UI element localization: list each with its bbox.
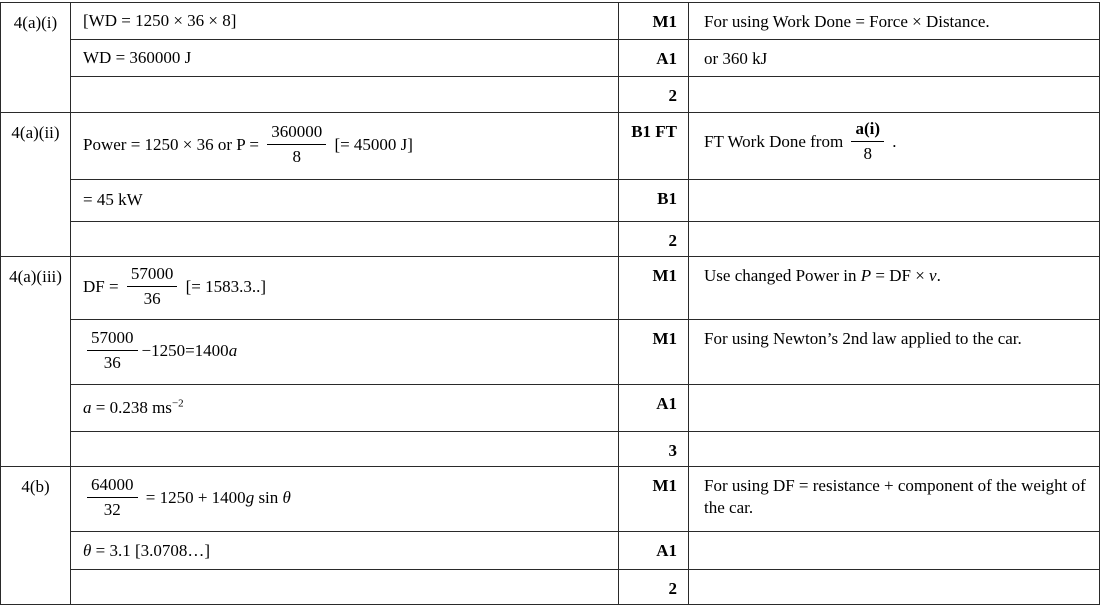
text-run: = 3.1 [3.0708…] (91, 540, 211, 560)
text-run: = 0.238 ms (91, 398, 172, 418)
mark-cell (619, 222, 689, 257)
working-cell (71, 40, 619, 77)
text-run: = 1250 + 1400 (141, 488, 246, 508)
fraction-denominator (87, 351, 138, 373)
comment-cell (689, 532, 1100, 570)
working-cell (71, 320, 619, 385)
mark-label: 2 (668, 231, 677, 250)
mark-label: M1 (652, 329, 677, 349)
text-run: FT Work Done from (704, 131, 848, 151)
fraction (87, 475, 138, 519)
table-row (1, 467, 1100, 532)
text-run: 32 (103, 499, 121, 519)
working-cell (71, 180, 619, 222)
text-run: 8 (292, 146, 301, 166)
text-run: 57000 (91, 328, 134, 348)
working-cell (71, 467, 619, 532)
text-run: sin (254, 488, 283, 508)
mark-scheme-table-body (1, 3, 1100, 605)
question-cell (1, 257, 71, 467)
table-row (1, 385, 1100, 432)
mark-label: M1 (652, 12, 677, 31)
bold-text: a(i) (855, 119, 880, 138)
fraction (267, 122, 326, 166)
fraction-numerator (851, 119, 884, 142)
text-run: [= 1583.3..] (181, 277, 266, 296)
comment-cell (689, 77, 1100, 113)
fraction-denominator (127, 287, 178, 309)
comment-cell (689, 113, 1100, 180)
table-row (1, 432, 1100, 467)
text-run: [WD = 1250 × 36 × 8] (83, 10, 237, 30)
math-variable: a (83, 398, 92, 418)
comment-cell (689, 180, 1100, 222)
working-cell (71, 113, 619, 180)
working-cell (71, 532, 619, 570)
comment-cell (689, 257, 1100, 320)
math-variable: g (245, 488, 255, 508)
mark-cell (619, 3, 689, 40)
text-run: 57000 (130, 264, 174, 284)
question-label: 4(a)(iii) (9, 267, 62, 287)
question-label: 4(b) (21, 477, 50, 497)
comment-cell (689, 385, 1100, 432)
working-cell (71, 385, 619, 432)
mark-cell (619, 77, 689, 113)
mark-label: M1 (652, 266, 677, 286)
table-row (1, 77, 1100, 113)
comment-cell (689, 222, 1100, 257)
comment-cell (689, 570, 1100, 605)
math-variable: θ (282, 488, 291, 508)
mark-label: B1 FT (631, 122, 677, 141)
math-variable: v (929, 266, 937, 286)
table-row (1, 570, 1100, 605)
mark-cell (619, 385, 689, 432)
fraction-numerator (87, 328, 138, 351)
math-variable: θ (83, 540, 92, 560)
mark-label: 2 (668, 86, 677, 105)
text-run: For using DF = resistance + component of the weight of the car. (704, 476, 1086, 518)
table-row (1, 320, 1100, 385)
superscript-exponent: −2 (171, 397, 184, 410)
working-cell (71, 570, 619, 605)
mark-cell (619, 257, 689, 320)
working-cell (71, 77, 619, 113)
mark-cell (619, 40, 689, 77)
fraction (87, 328, 138, 372)
mark-label: 3 (668, 441, 677, 461)
comment-cell (689, 467, 1100, 532)
text-run: For using Newton’s 2nd law applied to the car. (704, 329, 1022, 349)
mark-cell (619, 180, 689, 222)
text-run: Power = 1250 × 36 or P = (83, 134, 264, 154)
text-run: 36 (143, 288, 161, 308)
mark-label: 2 (668, 579, 677, 599)
question-cell (1, 3, 71, 113)
mark-cell (619, 320, 689, 385)
working-cell (71, 257, 619, 320)
text-run: . (936, 266, 941, 286)
working-cell (71, 222, 619, 257)
table-row (1, 532, 1100, 570)
table-row (1, 40, 1100, 77)
text-run: [= 45000 J] (330, 134, 413, 154)
working-cell (71, 432, 619, 467)
question-label: 4(a)(i) (13, 13, 58, 32)
question-cell (1, 467, 71, 605)
text-run: . (887, 131, 897, 151)
mark-label: B1 (657, 189, 677, 208)
text-run: Use changed Power in (704, 266, 861, 286)
table-row (1, 222, 1100, 257)
mark-label: M1 (652, 476, 677, 496)
text-run: DF = (83, 277, 123, 296)
comment-cell (689, 432, 1100, 467)
text-run: 64000 (91, 475, 134, 495)
mark-cell (619, 113, 689, 180)
mark-cell (619, 532, 689, 570)
working-cell (71, 3, 619, 40)
fraction-denominator (87, 498, 138, 520)
table-row (1, 180, 1100, 222)
table-row (1, 257, 1100, 320)
text-run: 8 (863, 143, 872, 163)
fraction-denominator (851, 142, 884, 164)
text-run: = 45 kW (83, 190, 143, 210)
mark-cell (619, 432, 689, 467)
comment-cell (689, 40, 1100, 77)
fraction-denominator (267, 145, 326, 167)
mark-cell (619, 467, 689, 532)
text-run: = DF × (871, 266, 930, 286)
fraction-numerator (127, 264, 178, 287)
question-label: 4(a)(ii) (11, 123, 60, 142)
comment-cell (689, 320, 1100, 385)
fraction (127, 264, 178, 308)
mark-label: A1 (656, 541, 677, 561)
math-variable: P (860, 266, 872, 286)
table-row (1, 113, 1100, 180)
text-run: 360000 (271, 121, 323, 141)
mark-cell (619, 570, 689, 605)
text-run: For using Work Done = Force × Distance. (704, 12, 990, 31)
text-run: WD = 360000 J (83, 47, 192, 67)
math-variable: a (228, 341, 238, 360)
text-run: or 360 kJ (704, 49, 768, 68)
mark-label: A1 (656, 394, 677, 414)
fraction-numerator (87, 475, 138, 498)
mark-label: A1 (656, 49, 677, 68)
table-row (1, 3, 1100, 40)
mark-scheme-table (0, 2, 1100, 605)
text-run: −1250=1400 (141, 341, 229, 360)
comment-cell (689, 3, 1100, 40)
fraction (851, 119, 884, 163)
text-run: 36 (103, 352, 121, 372)
question-cell (1, 113, 71, 257)
fraction-numerator (267, 122, 326, 145)
